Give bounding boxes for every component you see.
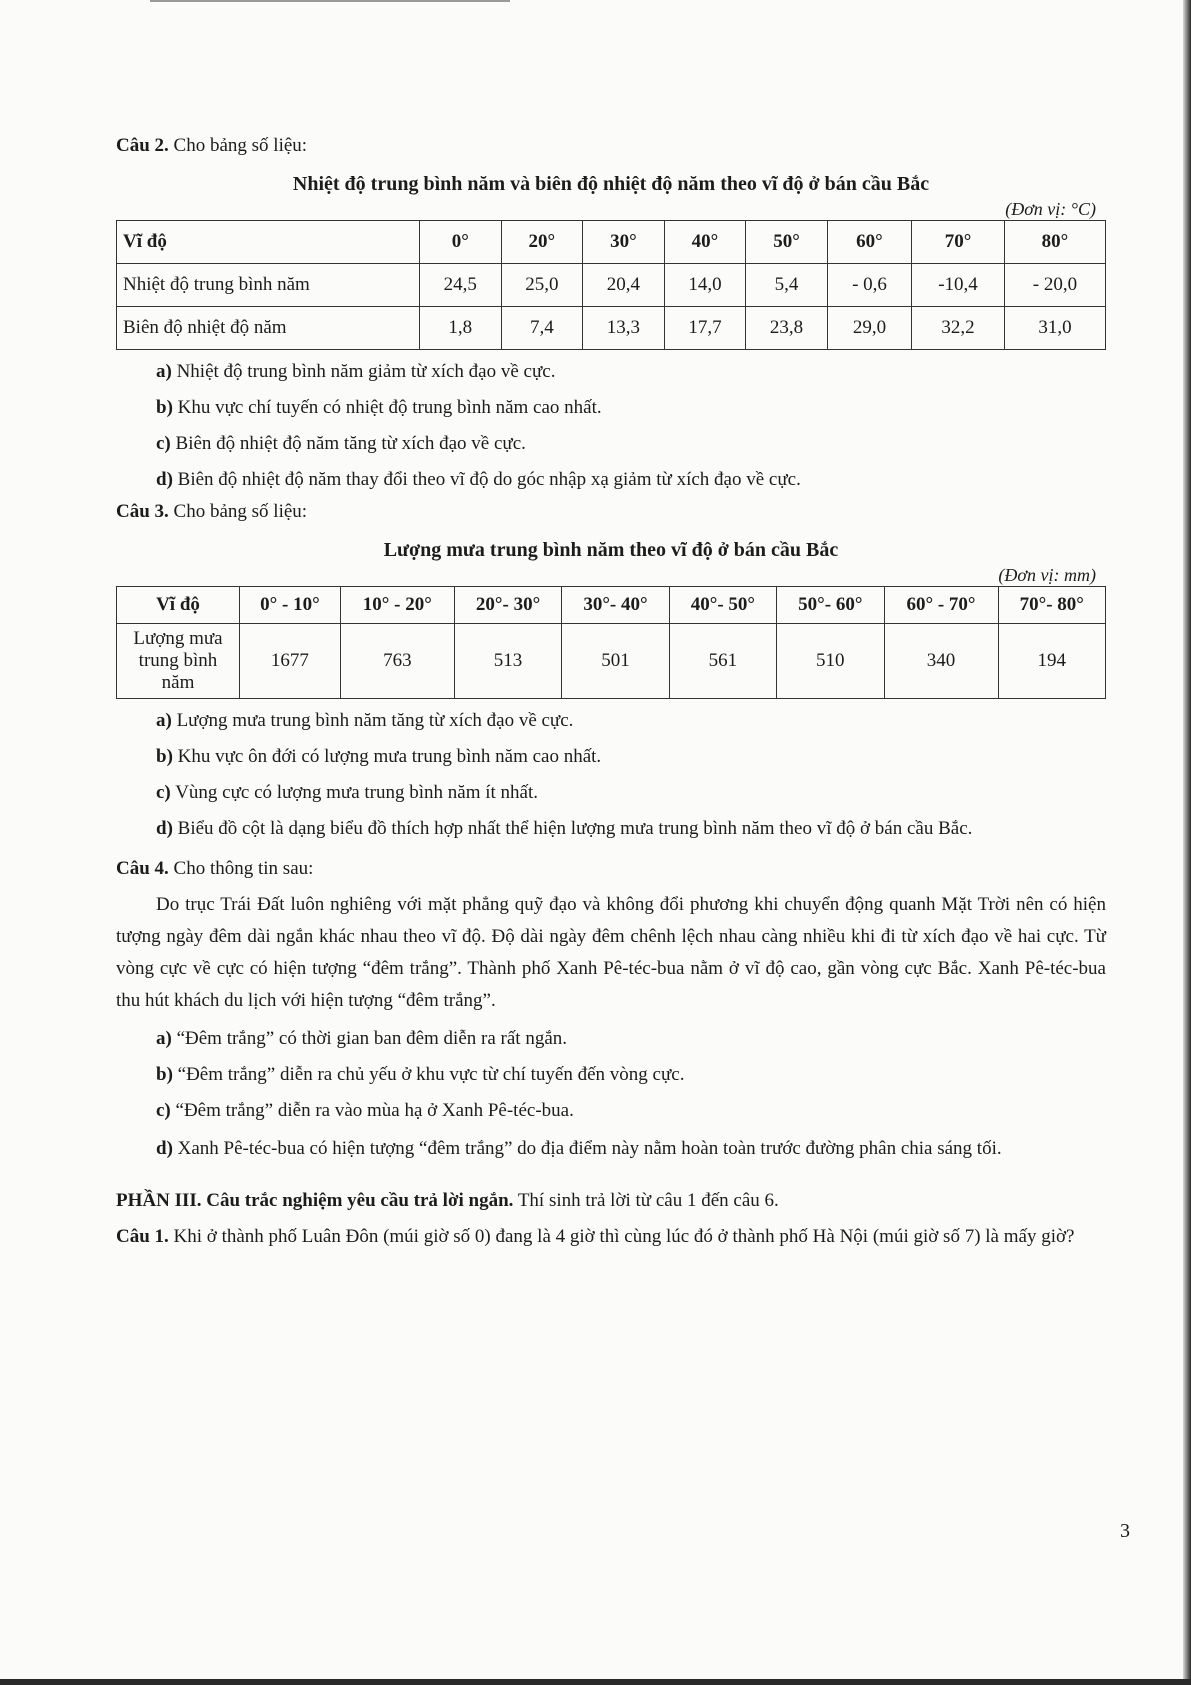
table-header-cell: 40° <box>664 221 746 264</box>
option-key: b) <box>156 746 173 767</box>
table-header-cell: 60° - 70° <box>884 587 998 624</box>
question-4-option-d <box>116 1133 1106 1165</box>
table-row <box>117 624 1106 699</box>
option-key: b) <box>156 397 173 418</box>
option-key: a) <box>156 1028 172 1049</box>
part-3-question-1 <box>116 1221 1106 1253</box>
table-header-cell: 20° <box>501 221 583 264</box>
part-3-heading-line <box>116 1187 1106 1215</box>
option-text: Vùng cực có lượng mưa trung bình năm ít nhất. <box>175 782 539 803</box>
table-header-cell: 50°- 60° <box>777 587 884 624</box>
question-3-intro <box>116 498 1106 526</box>
table-cell: 510 <box>777 624 884 699</box>
part-3-question-1-text: Khi ở thành phố Luân Đôn (múi giờ số 0) đang là 4 giờ thì cùng lúc đó ở thành phố Hà Nội (múi giờ số 7) là mấy giờ? <box>173 1226 1075 1247</box>
table-cell: 513 <box>454 624 561 699</box>
option-text: Xanh Pê-téc-bua có hiện tượng “đêm trắng” do địa điểm này nằm hoàn toàn trước đường phân chia sáng tối. <box>177 1138 1002 1159</box>
question-4-label: Câu 4. <box>116 858 169 879</box>
option-text: Biểu đồ cột là dạng biểu đồ thích hợp nhất thể hiện lượng mưa trung bình năm theo vĩ độ ở bán cầu Bắc. <box>177 818 973 839</box>
table-header-cell: 50° <box>746 221 828 264</box>
option-text: “Đêm trắng” diễn ra vào mùa hạ ở Xanh Pê-téc-bua. <box>175 1100 574 1121</box>
table-header-row <box>117 587 1106 624</box>
table-1-title: Nhiệt độ trung bình năm và biên độ nhiệt độ năm theo vĩ độ ở bán cầu Bắc <box>292 173 930 195</box>
question-4-intro-text: Cho thông tin sau: <box>173 858 314 879</box>
option-text: Biên độ nhiệt độ năm tăng từ xích đạo về cực. <box>175 433 526 454</box>
option-key: c) <box>156 782 171 803</box>
question-2-option-b <box>116 394 1106 422</box>
question-4-option-a <box>116 1025 1106 1053</box>
table-cell: -10,4 <box>912 264 1005 307</box>
option-key: b) <box>156 1064 173 1085</box>
table-header-cell: 80° <box>1004 221 1105 264</box>
table-cell: 5,4 <box>746 264 828 307</box>
option-key: c) <box>156 1100 171 1121</box>
question-4-option-b <box>116 1061 1106 1089</box>
option-text: Lượng mưa trung bình năm tăng từ xích đạo về cực. <box>176 710 574 731</box>
table-cell: 1,8 <box>420 307 502 350</box>
table-cell: - 20,0 <box>1004 264 1105 307</box>
scan-edge-right <box>1183 0 1191 1685</box>
table-2-title: Lượng mưa trung bình năm theo vĩ độ ở bán cầu Bắc <box>383 539 839 561</box>
table-cell: 20,4 <box>583 264 665 307</box>
scan-edge-top <box>150 0 510 2</box>
option-key: c) <box>156 433 171 454</box>
table-header-cell: 70° <box>912 221 1005 264</box>
question-3-option-d <box>116 815 1106 843</box>
table-header-cell: 40°- 50° <box>669 587 776 624</box>
table-cell: 24,5 <box>420 264 502 307</box>
table-header-cell: Vĩ độ <box>117 221 420 264</box>
table-row-label: Nhiệt độ trung bình năm <box>117 264 420 307</box>
part-3-heading: PHẦN III. Câu trắc nghiệm yêu cầu trả lời ngắn. <box>116 1190 514 1211</box>
option-text: “Đêm trắng” có thời gian ban đêm diễn ra rất ngắn. <box>176 1028 568 1049</box>
question-3-option-a <box>116 707 1106 735</box>
table-header-cell: 10° - 20° <box>340 587 454 624</box>
option-key: d) <box>156 469 173 490</box>
table-header-cell: 30° <box>583 221 665 264</box>
option-text: Biên độ nhiệt độ năm thay đổi theo vĩ độ do góc nhập xạ giảm từ xích đạo về cực. <box>177 469 801 490</box>
option-text: Khu vực ôn đới có lượng mưa trung bình năm cao nhất. <box>177 746 602 767</box>
part-3-question-1-label: Câu 1. <box>116 1226 169 1247</box>
table-cell: 23,8 <box>746 307 828 350</box>
table-cell: 29,0 <box>827 307 911 350</box>
table-row-label: Biên độ nhiệt độ năm <box>117 307 420 350</box>
question-3-label: Câu 3. <box>116 501 169 522</box>
table-cell: 340 <box>884 624 998 699</box>
question-2-option-a <box>116 358 1106 386</box>
table-cell: 32,2 <box>912 307 1005 350</box>
question-4-intro <box>116 855 1106 883</box>
question-2-option-c <box>116 430 1106 458</box>
table-cell: - 0,6 <box>827 264 911 307</box>
question-2-option-d <box>116 466 1106 494</box>
scan-edge-bottom <box>0 1679 1191 1685</box>
table-cell: 25,0 <box>501 264 583 307</box>
page-number: 3 <box>1120 1520 1130 1542</box>
table-header-cell: 70°- 80° <box>998 587 1105 624</box>
table-cell: 561 <box>669 624 776 699</box>
table-header-cell: 30°- 40° <box>562 587 669 624</box>
table-cell: 17,7 <box>664 307 746 350</box>
table-cell: 7,4 <box>501 307 583 350</box>
option-key: a) <box>156 361 172 382</box>
table-header-cell: 20°- 30° <box>454 587 561 624</box>
option-key: d) <box>156 1138 173 1159</box>
table-row-label: Lượng mưa trung bình năm <box>117 624 240 699</box>
page-content <box>116 130 1106 1253</box>
part-3-instruction: Thí sinh trả lời từ câu 1 đến câu 6. <box>517 1190 779 1211</box>
question-3-option-b <box>116 743 1106 771</box>
question-4-option-c <box>116 1097 1106 1125</box>
table-cell: 501 <box>562 624 669 699</box>
option-text: Khu vực chí tuyến có nhiệt độ trung bình năm cao nhất. <box>177 397 602 418</box>
table-1-unit: (Đơn vị: °C) <box>1005 199 1096 219</box>
question-4-passage: Do trục Trái Đất luôn nghiêng với mặt phẳng quỹ đạo và không đổi phương khi chuyển động quanh Mặt Trời nên có hiện tượng ngày đêm dài ngắn khác nhau theo vĩ độ. Độ dài ngày đêm chênh lệch nhau càng nhiều khi đi từ xích đạo về hai cực. Từ vòng cực về cực có hiện tượng “đêm trắng”. Thành phố Xanh Pê-téc-bua nằm ở vĩ độ cao, gần vòng cực Bắc. Xanh Pê-téc-bua thu hút khách du lịch với hiện tượng “đêm trắng”. <box>116 894 1106 1011</box>
temperature-table <box>116 220 1106 350</box>
table-row <box>117 307 1106 350</box>
table-2-unit: (Đơn vị: mm) <box>998 565 1096 585</box>
table-header-cell: 0° - 10° <box>240 587 341 624</box>
question-3-intro-text: Cho bảng số liệu: <box>173 501 308 522</box>
rainfall-table <box>116 586 1106 699</box>
table-cell: 31,0 <box>1004 307 1105 350</box>
table-header-cell: 0° <box>420 221 502 264</box>
table-cell: 14,0 <box>664 264 746 307</box>
option-text: Nhiệt độ trung bình năm giảm từ xích đạo về cực. <box>176 361 556 382</box>
question-2-label: Câu 2. <box>116 135 169 156</box>
table-header-cell: Vĩ độ <box>117 587 240 624</box>
table-header-cell: 60° <box>827 221 911 264</box>
option-key: d) <box>156 818 173 839</box>
question-3-option-c <box>116 779 1106 807</box>
table-cell: 763 <box>340 624 454 699</box>
option-key: a) <box>156 710 172 731</box>
table-cell: 194 <box>998 624 1105 699</box>
option-text: “Đêm trắng” diễn ra chủ yếu ở khu vực từ chí tuyến đến vòng cực. <box>177 1064 685 1085</box>
table-row <box>117 264 1106 307</box>
table-header-row <box>117 221 1106 264</box>
table-cell: 13,3 <box>583 307 665 350</box>
question-2-intro-text: Cho bảng số liệu: <box>173 135 308 156</box>
question-2-intro <box>116 132 1106 160</box>
table-cell: 1677 <box>240 624 341 699</box>
